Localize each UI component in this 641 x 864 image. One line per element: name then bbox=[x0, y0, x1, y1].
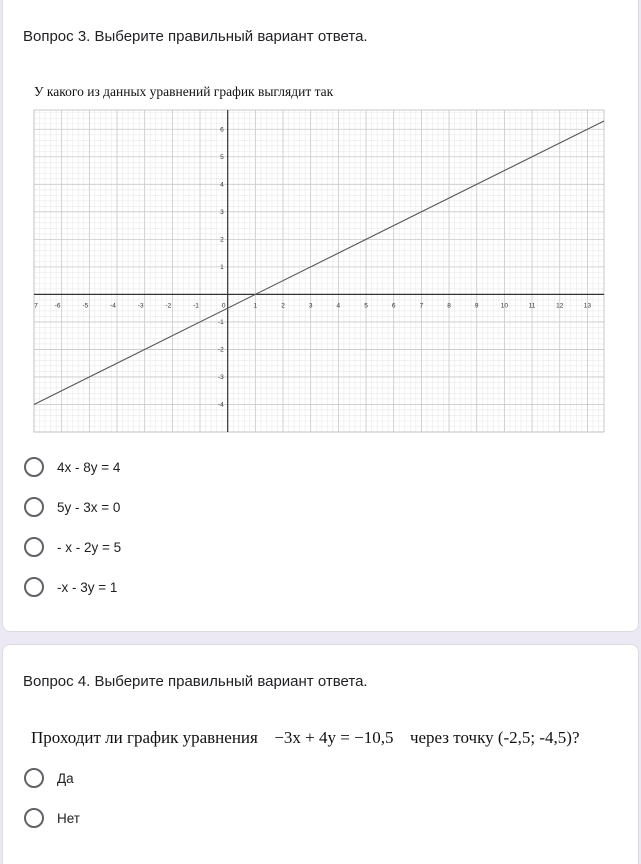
y-tick-label: 3 bbox=[220, 208, 224, 216]
graph-axes bbox=[34, 110, 604, 432]
radio-unchecked-icon[interactable] bbox=[24, 808, 44, 828]
question-3-option-4[interactable] bbox=[24, 575, 117, 599]
x-tick-label: 5 bbox=[364, 302, 368, 310]
question-4-equation: −3x + 4y = −10,5 bbox=[274, 728, 394, 747]
x-tick-label: 7 bbox=[34, 302, 38, 310]
radio-unchecked-icon[interactable] bbox=[24, 457, 44, 477]
x-tick-label: 11 bbox=[528, 302, 536, 310]
question-3-image-caption: У какого из данных уравнений график выглядит так bbox=[34, 84, 334, 99]
question-3-option-1[interactable] bbox=[24, 455, 120, 479]
x-tick-label: 7 bbox=[419, 302, 424, 310]
radio-unchecked-icon[interactable] bbox=[24, 537, 44, 557]
x-tick-label: 8 bbox=[447, 302, 451, 310]
x-tick-label: 2 bbox=[281, 302, 285, 310]
x-tick-label: -6 bbox=[54, 302, 61, 310]
graph-border bbox=[34, 110, 604, 432]
x-tick-label: -5 bbox=[82, 302, 89, 310]
y-tick-label: 6 bbox=[220, 126, 224, 134]
option-label: 5y - 3x = 0 bbox=[57, 499, 121, 515]
question-3-option-2[interactable] bbox=[24, 495, 120, 519]
graph-x-tick-labels bbox=[34, 302, 591, 309]
question-3-option-3[interactable] bbox=[24, 535, 121, 559]
question-4-text-after: через точку (-2,5; -4,5)? bbox=[409, 728, 580, 747]
x-tick-label: 10 bbox=[500, 302, 509, 310]
x-tick-label: 4 bbox=[336, 302, 341, 310]
question-4-option-2[interactable] bbox=[24, 806, 80, 830]
question-4-option-1[interactable] bbox=[24, 766, 74, 790]
option-label: -x - 3y = 1 bbox=[57, 579, 118, 595]
radio-unchecked-icon[interactable] bbox=[24, 768, 44, 788]
y-tick-label: 2 bbox=[220, 236, 224, 244]
question-4-title: Вопрос 4. Выберите правильный вариант ответа. bbox=[23, 673, 368, 690]
y-tick-label: -2 bbox=[217, 346, 224, 354]
graph-minor-grid bbox=[34, 110, 604, 432]
x-tick-label: -2 bbox=[165, 302, 172, 310]
option-label: 4x - 8y = 4 bbox=[57, 459, 121, 475]
y-tick-label: -1 bbox=[217, 318, 224, 326]
x-tick-label: -3 bbox=[137, 302, 144, 310]
x-tick-label: 13 bbox=[583, 302, 592, 310]
option-label: Нет bbox=[57, 810, 80, 826]
graph-major-grid bbox=[34, 110, 604, 432]
y-tick-label: 4 bbox=[220, 181, 224, 189]
x-tick-label: 0 bbox=[221, 302, 226, 310]
x-tick-label: 12 bbox=[556, 302, 564, 310]
question-4-text-before: Проходит ли график уравнения bbox=[31, 728, 258, 747]
x-tick-label: 6 bbox=[391, 302, 396, 310]
x-tick-label: -4 bbox=[110, 302, 116, 310]
x-tick-label: -1 bbox=[193, 302, 199, 310]
x-tick-label: 9 bbox=[474, 302, 479, 310]
series-line bbox=[34, 121, 604, 404]
option-label: - x - 2y = 5 bbox=[57, 539, 122, 555]
question-4-text bbox=[31, 728, 580, 748]
question-3-title: Вопрос 3. Выберите правильный вариант ответа. bbox=[23, 28, 368, 45]
graph-series bbox=[34, 121, 604, 404]
y-tick-label: -4 bbox=[217, 401, 224, 409]
radio-unchecked-icon[interactable] bbox=[24, 577, 44, 597]
y-tick-label: 1 bbox=[220, 263, 224, 271]
y-tick-label: 5 bbox=[220, 153, 224, 161]
x-tick-label: 1 bbox=[253, 302, 258, 310]
x-tick-label: 3 bbox=[308, 302, 313, 310]
y-tick-label: -3 bbox=[217, 373, 224, 381]
radio-unchecked-icon[interactable] bbox=[24, 497, 44, 517]
option-label: Да bbox=[57, 770, 74, 786]
question-3-graph bbox=[32, 106, 606, 436]
